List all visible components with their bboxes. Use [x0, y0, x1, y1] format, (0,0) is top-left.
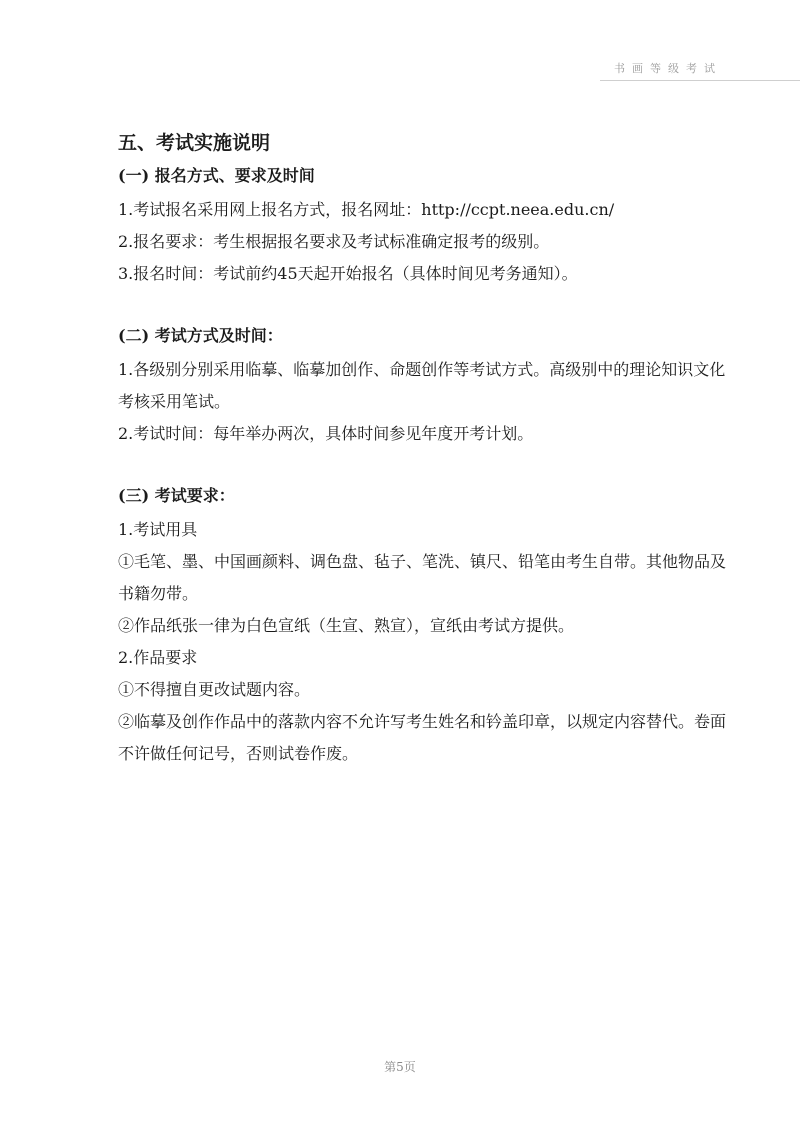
paragraph: 2.作品要求 [118, 648, 198, 667]
subsection-title-2: (二) 考试方式及时间： [118, 326, 283, 345]
paragraph: ②作品纸张一律为白色宣纸（生宣、熟宣），宣纸由考试方提供。 [118, 616, 575, 635]
subsection-title-1: (一) 报名方式、要求及时间 [118, 166, 315, 185]
spacer [118, 290, 728, 322]
header-rule [600, 80, 800, 81]
paragraph: 1.各级别分别采用临摹、临摹加创作、命题创作等考试方式。高级别中的理论知识文化考核采用笔试。 [118, 360, 726, 411]
paragraph: 2.报名要求：考生根据报名要求及考试标准确定报考的级别。 [118, 232, 550, 251]
paragraph: ②临摹及创作作品中的落款内容不允许写考生姓名和钤盖印章，以规定内容替代。卷面不许做任何记号，否则试卷作废。 [118, 712, 727, 763]
paragraph: 1.考试报名采用网上报名方式，报名网址：http://ccpt.neea.edu.cn/ [118, 200, 615, 219]
document-content [118, 128, 728, 770]
paragraph: ①不得擅自更改试题内容。 [118, 680, 311, 699]
subsection-title-3: (三) 考试要求： [118, 486, 235, 505]
paragraph: ①毛笔、墨、中国画颜料、调色盘、毡子、笔洗、镇尺、铅笔由考生自带。其他物品及书籍勿带。 [118, 552, 727, 603]
header-label: 书画等级考试 [614, 62, 722, 75]
paragraph: 3.报名时间：考试前约45天起开始报名（具体时间见考务通知）。 [118, 264, 578, 283]
spacer [118, 450, 728, 482]
paragraph: 1.考试用具 [118, 520, 198, 539]
section-title: 五、考试实施说明 [118, 132, 271, 154]
page-number: 第5页 [384, 1060, 416, 1074]
paragraph: 2.考试时间：每年举办两次，具体时间参见年度开考计划。 [118, 424, 534, 443]
